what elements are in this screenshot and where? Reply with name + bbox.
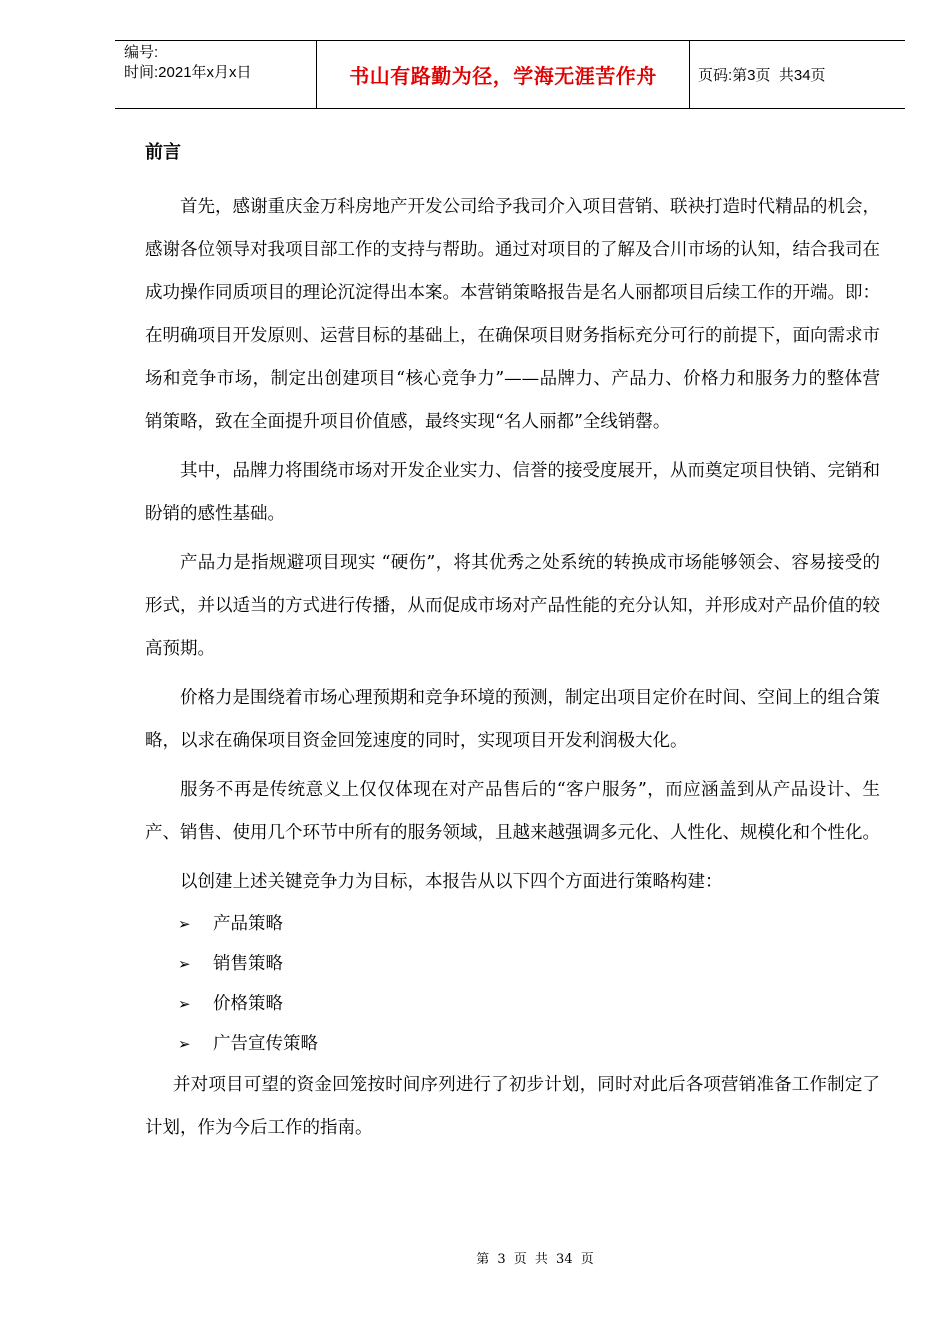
list-item-label: 产品策略 <box>213 914 283 934</box>
list-item <box>145 984 880 1024</box>
list-item <box>145 904 880 944</box>
arrow-bullet-icon: ➢ <box>178 915 191 933</box>
paragraph-service: 服务不再是传统意义上仅仅体现在对产品售后的“客户服务”，而应涵盖到从产品设计、生产、销售、使用几个环节中所有的服务领域，且越来越强调多元化、人性化、规模化和个性化。 <box>145 780 880 843</box>
header-meta <box>115 41 316 108</box>
arrow-bullet-icon: ➢ <box>178 995 191 1013</box>
page-header <box>115 40 905 109</box>
header-page-label: 页码:第3页 共34页 <box>698 67 826 84</box>
paragraph-goal: 以创建上述关键竞争力为目标，本报告从以下四个方面进行策略构建： <box>180 872 723 892</box>
list-item <box>145 1024 880 1064</box>
document-time-label: 时间:2021年x月x日 <box>124 64 252 81</box>
paragraph-brand: 其中，品牌力将围绕市场对开发企业实力、信誉的接受度展开，从而奠定项目快销、完销和盼销的感性基础。 <box>145 461 880 524</box>
list-item-label: 销售策略 <box>213 954 283 974</box>
header-page-number <box>690 41 905 108</box>
strategy-list <box>145 904 880 1064</box>
list-item-label: 价格策略 <box>213 994 283 1014</box>
arrow-bullet-icon: ➢ <box>178 1035 191 1053</box>
document-number-label: 编号: <box>124 44 159 61</box>
paragraph-price: 价格力是围绕着市场心理预期和竞争环境的预测，制定出项目定价在时间、空间上的组合策略，以求在确保项目资金回笼速度的同时，实现项目开发利润极大化。 <box>145 688 880 751</box>
page-footer: 第 3 页 共 34 页 <box>476 1252 594 1267</box>
document-body <box>145 128 880 1156</box>
list-item <box>145 944 880 984</box>
arrow-bullet-icon: ➢ <box>178 955 191 973</box>
paragraph-intro: 首先，感谢重庆金万科房地产开发公司给予我司介入项目营销、联袂打造时代精品的机会，感谢各位领导对我项目部工作的支持与帮助。通过对项目的了解及合川市场的认知，结合我司在成功操作同质项目的理论沉淀得出本案。本营销策略报告是名人丽都项目后续工作的开端。即：在明确项目开发原则、运营目标的基础上，在确保项目财务指标充分可行的前提下，面向需求市场和竞争市场，制定出创建项目“核心竞争力”——品牌力、产品力、价格力和服务力的整体营销策略，致在全面提升项目价值感，最终实现“名人丽都”全线销罄。 <box>145 197 880 432</box>
paragraph-product: 产品力是指规避项目现实 “硬伤”，将其优秀之处系统的转换成市场能够领会、容易接受的形式，并以适当的方式进行传播，从而促成市场对产品性能的充分认知，并形成对产品价值的较高预期。 <box>145 553 880 659</box>
header-motto: 书山有路勤为径，学海无涯苦作舟 <box>316 41 690 108</box>
list-item-label: 广告宣传策略 <box>213 1034 318 1054</box>
paragraph-closing: 并对项目可望的资金回笼按时间序列进行了初步计划，同时对此后各项营销准备工作制定了计划，作为今后工作的指南。 <box>145 1075 880 1138</box>
section-title: 前言 <box>145 142 181 163</box>
